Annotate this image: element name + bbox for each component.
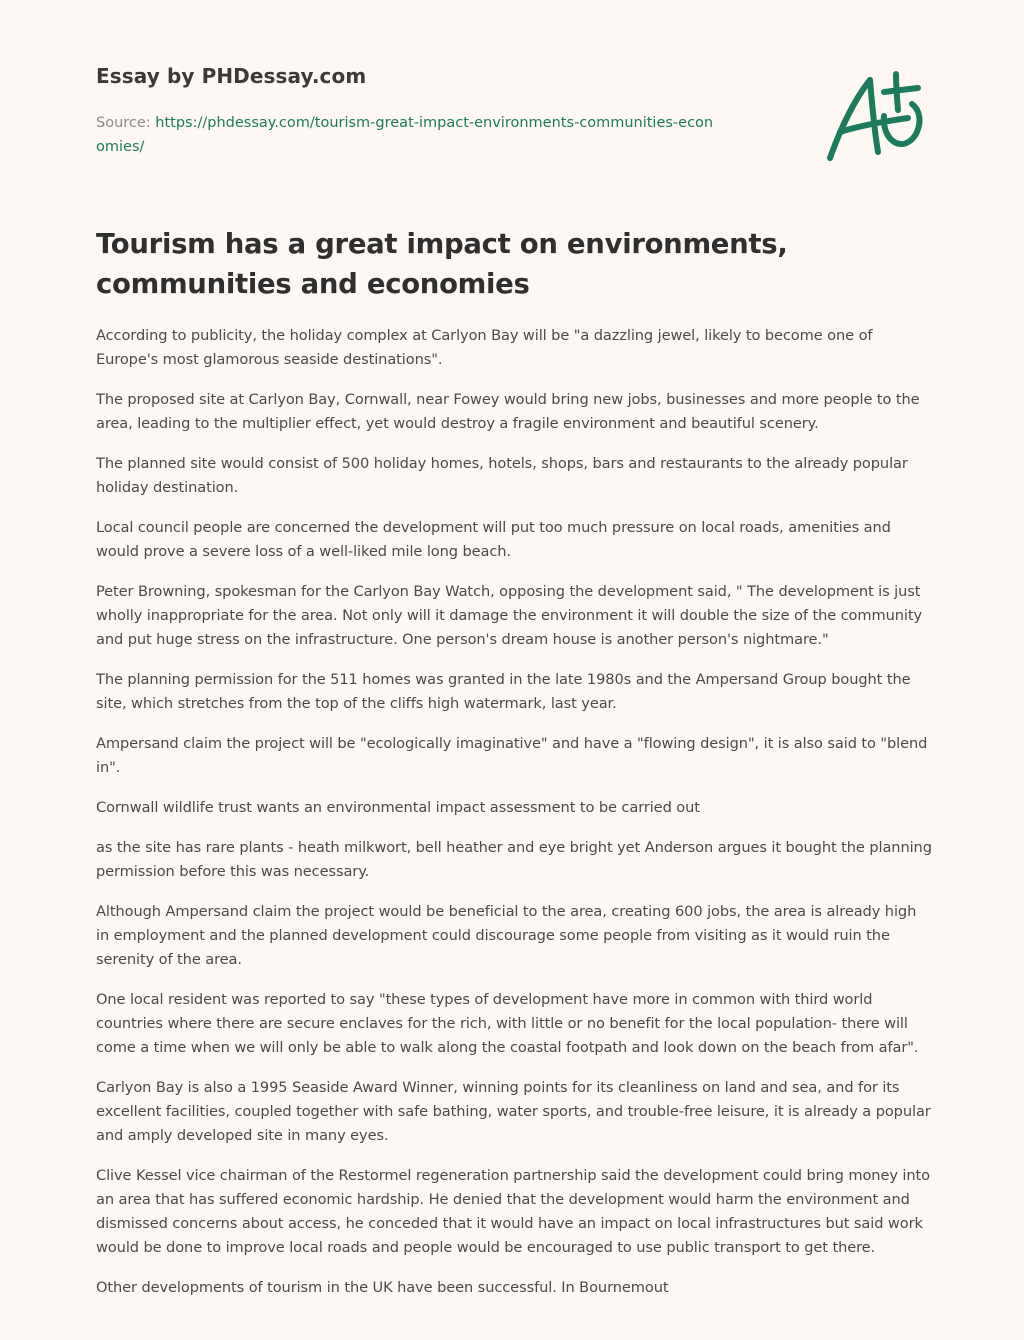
paragraph: Other developments of tourism in the UK have been successful. In Bournemout (96, 1279, 669, 1296)
page-header (96, 0, 936, 170)
paragraph: The proposed site at Carlyon Bay, Cornwall, near Fowey would bring new jobs, businesses and more people to the area, leading to the multiplier effect, yet would destroy a fragile environment and beautiful scenery. (96, 391, 920, 432)
paragraph: Ampersand claim the project will be "ecologically imaginative" and have a "flowing design", it is also said to "blend in". (96, 735, 928, 776)
paragraph: Local council people are concerned the development will put too much pressure on local roads, amenities and would prove a severe loss of a well-liked mile long beach. (96, 519, 891, 560)
a-plus-logo-icon (824, 68, 928, 164)
paragraph: Cornwall wildlife trust wants an environmental impact assessment to be carried out (96, 799, 700, 816)
essay-body (96, 324, 932, 1316)
paragraph: Peter Browning, spokesman for the Carlyon Bay Watch, opposing the development said, " The development is just wholly inappropriate for the area. Not only will it damage the environment it will double the size of the community and put huge stress on the infrastructure. One person's dream house is another person's nightmare." (96, 583, 923, 648)
source-line (96, 111, 716, 159)
paragraph: Clive Kessel vice chairman of the Restormel regeneration partnership said the development could bring money into an area that has suffered economic hardship. He denied that the development would harm the environment and dismissed concerns about access, he conceded that it would have an impact on local infrastructures but said work would be done to improve local roads and people would be encouraged to use public transport to get there. (96, 1167, 930, 1256)
essay-title: Tourism has a great impact on environments, communities and economies (96, 228, 788, 300)
paragraph: The planned site would consist of 500 holiday homes, hotels, shops, bars and restaurants to the already popular holiday destination. (96, 455, 908, 496)
paragraph: One local resident was reported to say "these types of development have more in common with third world countries where there are secure enclaves for the rich, with little or no benefit for the local population- there will come a time when we will only be able to walk along the coastal footpath and look down on the beach from afar". (96, 991, 919, 1056)
paragraph: as the site has rare plants - heath milkwort, bell heather and eye bright yet Anderson argues it bought the planning permission before this was necessary. (96, 839, 932, 880)
paragraph: Although Ampersand claim the project would be beneficial to the area, creating 600 jobs, the area is already high in employment and the planned development could discourage some people from visiting as it would ruin the serenity of the area. (96, 903, 917, 968)
paragraph: According to publicity, the holiday complex at Carlyon Bay will be "a dazzling jewel, likely to become one of Europe's most glamorous seaside destinations". (96, 327, 873, 368)
source-label: Source: (96, 115, 156, 131)
paragraph: Carlyon Bay is also a 1995 Seaside Award Winner, winning points for its cleanliness on land and sea, and for its excellent facilities, coupled together with safe bathing, water sports, and trouble-free leisure, it is already a popular and amply developed site in many eyes. (96, 1079, 931, 1144)
source-link[interactable]: https://phdessay.com/tourism-great-impact-environments-communities-economies/ (96, 115, 714, 155)
paragraph: The planning permission for the 511 homes was granted in the late 1980s and the Ampersand Group bought the site, which stretches from the top of the cliffs high watermark, last year. (96, 671, 911, 712)
site-title: Essay by PHDessay.com (96, 64, 367, 88)
